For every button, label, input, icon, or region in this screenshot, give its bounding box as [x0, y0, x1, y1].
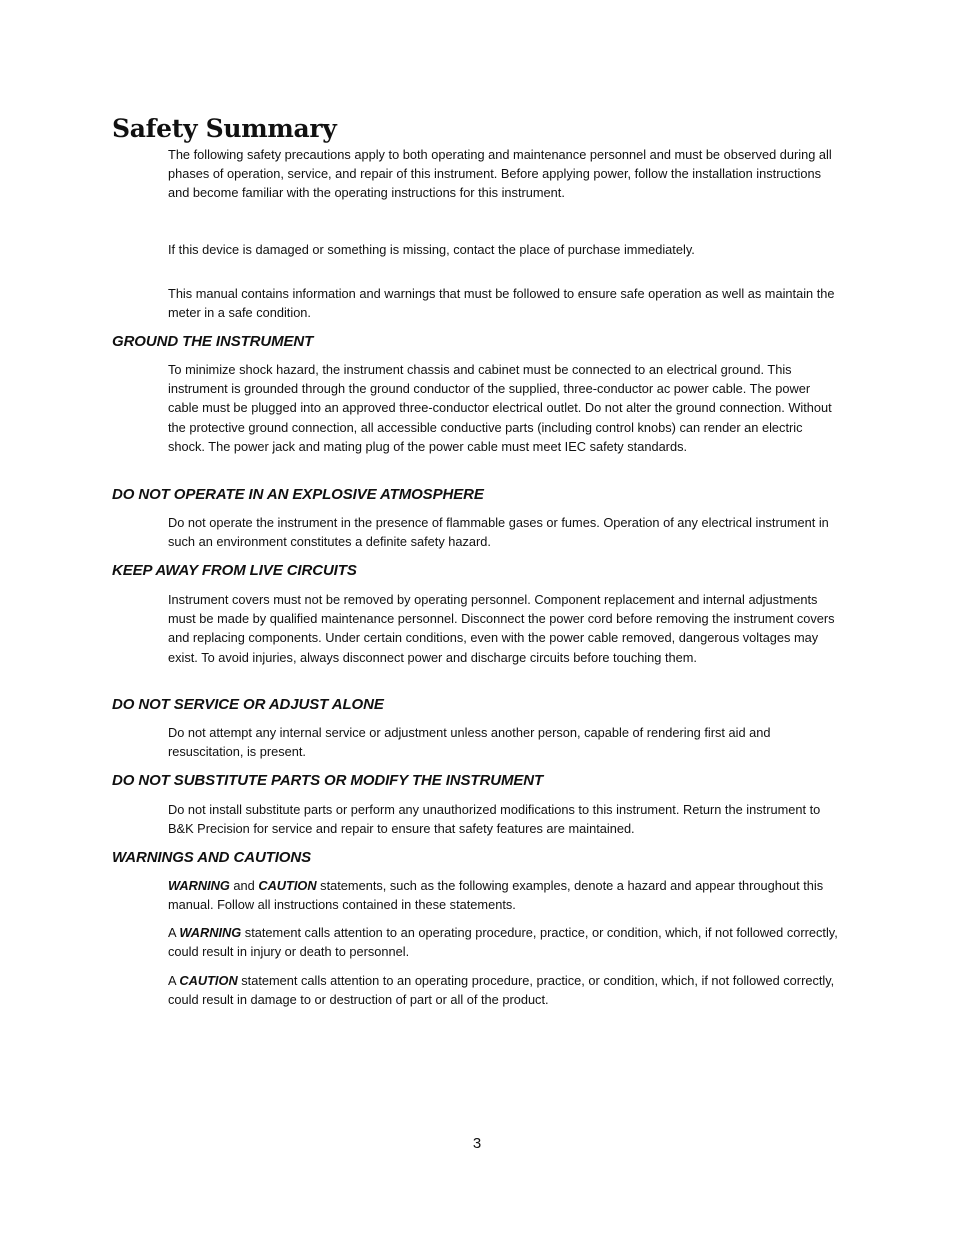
warnings-paragraph-2	[168, 923, 840, 961]
heading-explosive-atmosphere: DO NOT OPERATE IN AN EXPLOSIVE ATMOSPHERE	[112, 486, 484, 503]
heading-service-alone: DO NOT SERVICE OR ADJUST ALONE	[112, 696, 384, 713]
warnings-p2-text: statement calls attention to an operating procedure, practice, or condition, which, if not followed correctly, could result in injury or death to personnel.	[168, 925, 838, 960]
heading-live-circuits: KEEP AWAY FROM LIVE CIRCUITS	[112, 562, 357, 579]
warnings-p2-article: A	[168, 925, 180, 940]
caution-keyword: CAUTION	[258, 878, 317, 893]
warning-keyword: WARNING	[168, 878, 230, 893]
heading-ground-the-instrument: GROUND THE INSTRUMENT	[112, 333, 314, 350]
substitute-parts-paragraph: Do not install substitute parts or perform any unauthorized modifications to this instrument. Return the instrument to B&K Precision for service and repair to ensure that safety features are maintained.	[168, 802, 821, 837]
explosive-paragraph: Do not operate the instrument in the presence of flammable gases or fumes. Operation of any electrical instrument in such an environment constitutes a definite safety hazard.	[168, 515, 829, 550]
page-title: Safety Summary	[112, 114, 337, 143]
warnings-p3-article: A	[168, 973, 180, 988]
warning-keyword: WARNING	[179, 925, 242, 940]
warnings-p3-text: statement calls attention to an operating procedure, practice, or condition, which, if not followed correctly, could result in damage to or destruction of part or all of the product.	[168, 973, 835, 1008]
warnings-p1-and: and	[229, 878, 259, 893]
live-circuits-paragraph: Instrument covers must not be removed by operating personnel. Component replacement and internal adjustments must be made by qualified maintenance personnel. Disconnect the power cord before removing the instrument covers and replacing components. Under certain conditions, even with the power cable removed, dangerous voltages may exist. To avoid injuries, always disconnect power and discharge circuits before touching them.	[168, 592, 835, 665]
ground-paragraph: To minimize shock hazard, the instrument chassis and cabinet must be connected to an electrical ground. This instrument is grounded through the ground conductor of the supplied, three-conductor ac power cable. The power cable must be plugged into an approved three-conductor electrical outlet. Do not alter the ground connection. Without the protective ground connection, all accessible conductive parts (including control knobs) can render an electric shock. The power jack and mating plug of the power cable must meet IEC safety standards.	[168, 362, 832, 454]
warnings-p1-text: statements, such as the following examples, denote a hazard and appear throughout this manual. Follow all instructions contained in these statements.	[168, 878, 824, 913]
heading-substitute-parts: DO NOT SUBSTITUTE PARTS OR MODIFY THE INSTRUMENT	[112, 772, 544, 789]
warnings-paragraph-1	[168, 876, 840, 914]
warnings-paragraph-3	[168, 971, 840, 1009]
caution-keyword: CAUTION	[179, 973, 238, 988]
intro-paragraph-1: The following safety precautions apply to both operating and maintenance personnel and must be observed during all phases of operation, service, and repair of this instrument. Before applying power, follow the installation instructions and become familiar with the operating instructions for this instrument.	[168, 147, 832, 201]
page-number: 3	[472, 1135, 482, 1152]
service-alone-paragraph: Do not attempt any internal service or adjustment unless another person, capable of rendering first aid and resuscitation, is present.	[168, 725, 771, 760]
heading-warnings-and-cautions: WARNINGS AND CAUTIONS	[112, 849, 312, 866]
intro-paragraph-2: If this device is damaged or something is missing, contact the place of purchase immediately.	[168, 242, 695, 257]
intro-paragraph-3: This manual contains information and warnings that must be followed to ensure safe operation as well as maintain the meter in a safe condition.	[168, 286, 835, 321]
